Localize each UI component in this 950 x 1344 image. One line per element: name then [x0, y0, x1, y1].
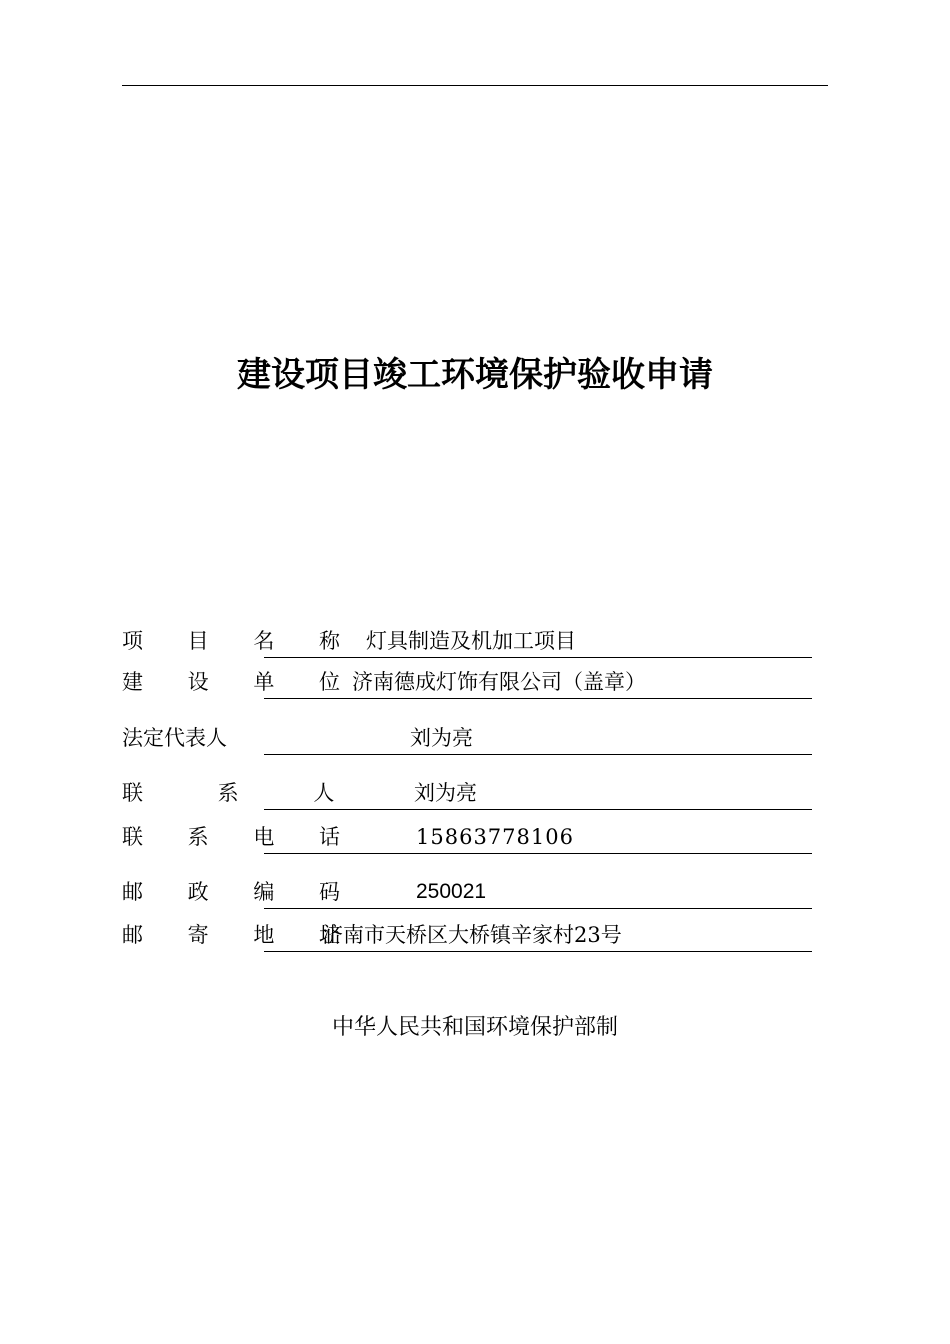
- field-construction-unit: [122, 655, 812, 699]
- field-underline: [264, 754, 812, 755]
- field-value: 济南市天桥区大桥镇辛家村23号: [322, 923, 622, 947]
- field-label: 建 设 单 位: [122, 670, 360, 694]
- issuing-authority: 中华人民共和国环境保护部制: [331, 1015, 618, 1040]
- field-value: 15863778106: [416, 825, 574, 849]
- field-label: 邮 政 编 码: [122, 880, 360, 904]
- field-postal-code: [122, 865, 812, 909]
- field-project-name: [122, 614, 812, 658]
- field-label: 法定代表人: [122, 726, 227, 750]
- field-contact-person: [122, 766, 812, 810]
- field-mailing-address: [122, 908, 812, 952]
- field-label: 项 目 名 称: [122, 629, 360, 653]
- header-rule: [122, 85, 828, 86]
- field-underline: [264, 853, 812, 854]
- field-underline: [264, 951, 812, 952]
- field-value: 刘为亮: [414, 781, 477, 805]
- document-title: 建设项目竣工环境保护验收申请: [237, 355, 713, 395]
- field-value: 灯具制造及机加工项目: [366, 629, 576, 653]
- field-legal-representative: [122, 711, 812, 755]
- field-label: 联 系 人: [122, 781, 369, 805]
- field-value: 济南德成灯饰有限公司（盖章）: [352, 670, 646, 694]
- field-underline: [264, 698, 812, 699]
- field-value: 刘为亮: [410, 726, 473, 750]
- field-value: 250021: [416, 880, 487, 903]
- field-label: 联 系 电 话: [122, 825, 360, 849]
- field-contact-phone: [122, 810, 812, 854]
- field-label: 邮 寄 地 址: [122, 923, 360, 947]
